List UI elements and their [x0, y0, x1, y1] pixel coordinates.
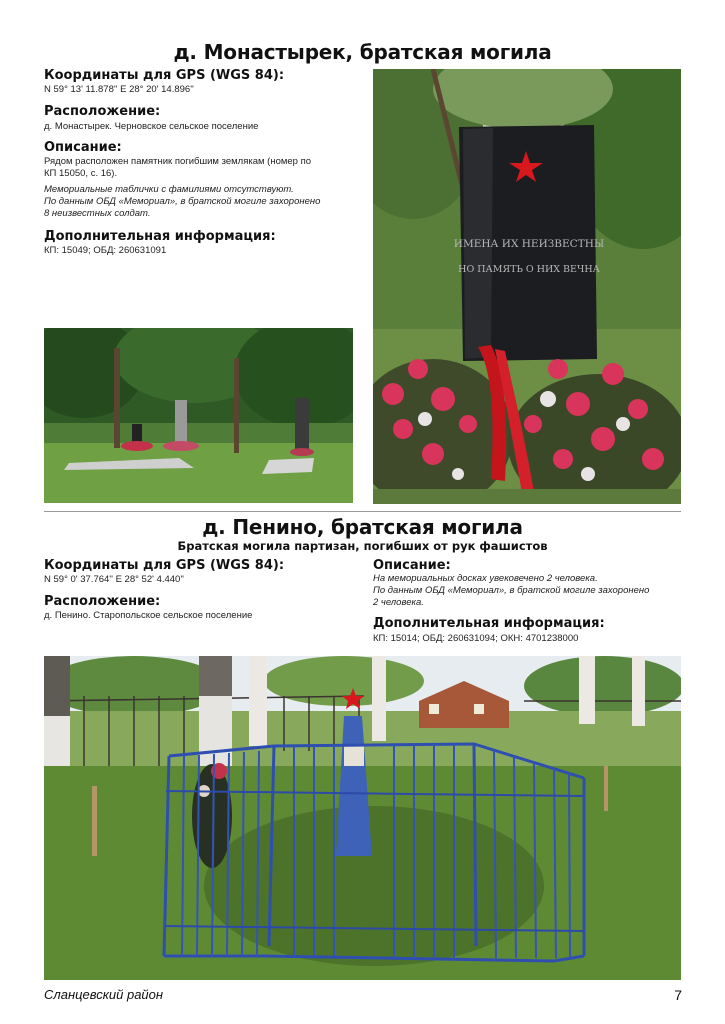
section1-gps-value: N 59° 13' 11.878'' E 28° 20' 14.896''	[44, 84, 194, 95]
section-divider	[44, 511, 681, 512]
section2-extra-value: КП: 15014; ОБД: 260631094; ОКН: 4701238000	[373, 633, 579, 644]
section2-extra-heading: Дополнительная информация:	[373, 616, 605, 631]
section1-location-heading: Расположение:	[44, 104, 161, 119]
section1-description-italic3: 8 неизвестных солдат.	[44, 208, 151, 219]
section1-location-value: д. Монастырек. Черновское сельское поселение	[44, 121, 259, 132]
section1-title: д. Монастырек, братская могила	[173, 40, 552, 64]
monument-inscription-line1: ИМЕНА ИХ НЕИЗВЕСТНЫ	[453, 238, 605, 250]
section2-description-italic3: 2 человека.	[373, 597, 424, 608]
section2-description-italic2: По данным ОБД «Мемориал», в братской могиле захоронено	[373, 585, 650, 596]
section2-subtitle: Братская могила партизан, погибших от рук фашистов	[177, 539, 548, 553]
section2-gps-value: N 59° 0' 37.764'' E 28° 52' 4.440''	[44, 574, 184, 585]
page-number: 7	[674, 987, 682, 1003]
section1-description-italic2: По данным ОБД «Мемориал», в братской могиле захоронено	[44, 196, 321, 207]
section1-description-heading: Описание:	[44, 140, 122, 155]
section2-description-italic1: На мемориальных досках увековечено 2 человека.	[373, 573, 598, 584]
section2-gps-heading: Координаты для GPS (WGS 84):	[44, 558, 285, 573]
section1-description-line2: КП 15050, с. 16).	[44, 168, 118, 179]
section2-location-value: д. Пенино. Старопольское сельское поселение	[44, 610, 253, 621]
monument-inscription-line2: НО ПАМЯТЬ О НИХ ВЕЧНА	[458, 264, 600, 275]
section2-location-heading: Расположение:	[44, 594, 161, 609]
section1-extra-value: КП: 15049; ОБД: 260631091	[44, 245, 167, 256]
section1-description-line1: Рядом расположен памятник погибшим землякам (номер по	[44, 156, 312, 167]
section2-description-heading: Описание:	[373, 558, 451, 573]
photo-penino-grave	[44, 656, 681, 980]
section1-gps-heading: Координаты для GPS (WGS 84):	[44, 68, 285, 83]
section1-description-italic1: Мемориальные таблички с фамилиями отсутствуют.	[44, 184, 294, 195]
photo-monastyrek-park	[44, 328, 353, 503]
section1-extra-heading: Дополнительная информация:	[44, 229, 276, 244]
section2-title: д. Пенино, братская могила	[202, 515, 523, 539]
footer-district: Сланцевский район	[44, 987, 164, 1002]
photo-monastyrek-monument	[373, 69, 681, 504]
